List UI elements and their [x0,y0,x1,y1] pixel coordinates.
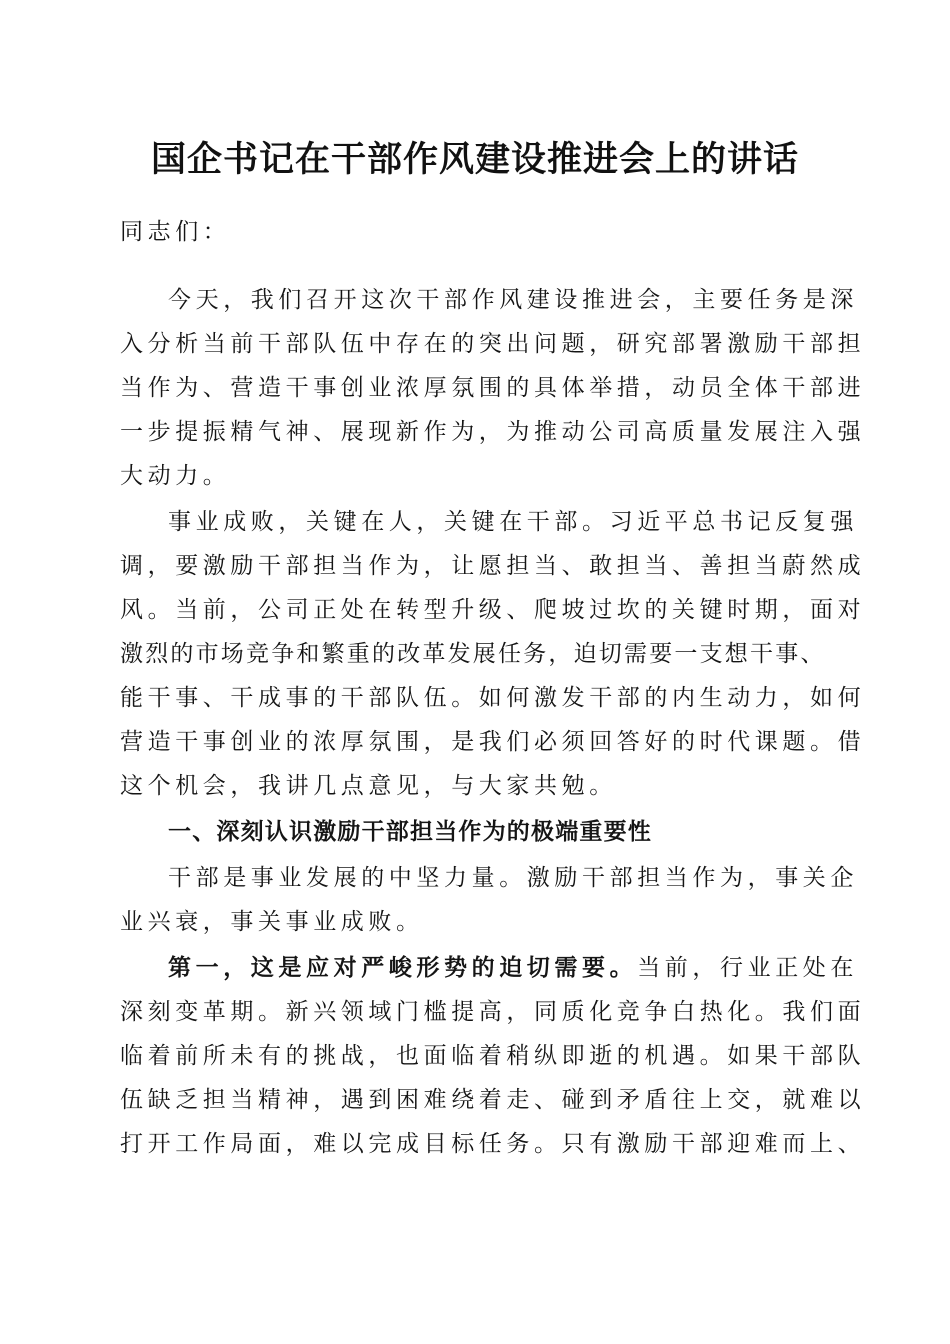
paragraph-line: 当作为、营造干事创业浓厚氛围的具体举措，动员全体干部进 [120,375,866,401]
page-title: 国企书记在干部作风建设推进会上的讲话 [150,139,799,180]
paragraph-line: 打开工作局面，难以完成目标任务。只有激励干部迎难而上、 [120,1131,866,1157]
paragraph-line: 今天，我们召开这次干部作风建设推进会，主要任务是深 [168,287,858,313]
paragraph-line: 这个机会，我讲几点意见，与大家共勉。 [120,773,617,799]
point-lead: 第一，这是应对严峻形势的迫切需要。 [168,954,638,981]
paragraph-line: 能干事、干成事的干部队伍。如何激发干部的内生动力，如何 [120,685,866,711]
paragraph-line: 干部是事业发展的中坚力量。激励干部担当作为，事关企 [168,865,858,891]
paragraph-line: 大动力。 [120,463,231,489]
paragraph-line: 伍缺乏担当精神，遇到困难绕着走、碰到矛盾往上交，就难以 [120,1087,866,1113]
paragraph-line: 一步提振精气神、展现新作为，为推动公司高质量发展注入强 [120,419,866,445]
section-heading: 一、深刻认识激励干部担当作为的极端重要性 [168,819,652,845]
paragraph-line: 业兴衰，事关事业成败。 [120,909,424,935]
paragraph-line: 风。当前，公司正处在转型升级、爬坡过坎的关键时期，面对 [120,597,866,623]
point-first-line-rest: 当前，行业正处在 [637,955,859,981]
paragraph-line: 调，要激励干部担当作为，让愿担当、敢担当、善担当蔚然成 [120,553,866,579]
point-first-line [168,948,859,988]
paragraph-line: 入分析当前干部队伍中存在的突出问题，研究部署激励干部担 [120,331,866,357]
paragraph-line: 深刻变革期。新兴领域门槛提高，同质化竞争白热化。我们面 [120,999,866,1025]
paragraph-line: 激烈的市场竞争和繁重的改革发展任务，迫切需要一支想干事、 [120,641,826,667]
salutation: 同志们： [120,219,231,245]
paragraph-line: 营造干事创业的浓厚氛围，是我们必须回答好的时代课题。借 [120,729,866,755]
paragraph-line: 临着前所未有的挑战，也面临着稍纵即逝的机遇。如果干部队 [120,1043,866,1069]
paragraph-line: 事业成败，关键在人，关键在干部。习近平总书记反复强 [168,509,858,535]
